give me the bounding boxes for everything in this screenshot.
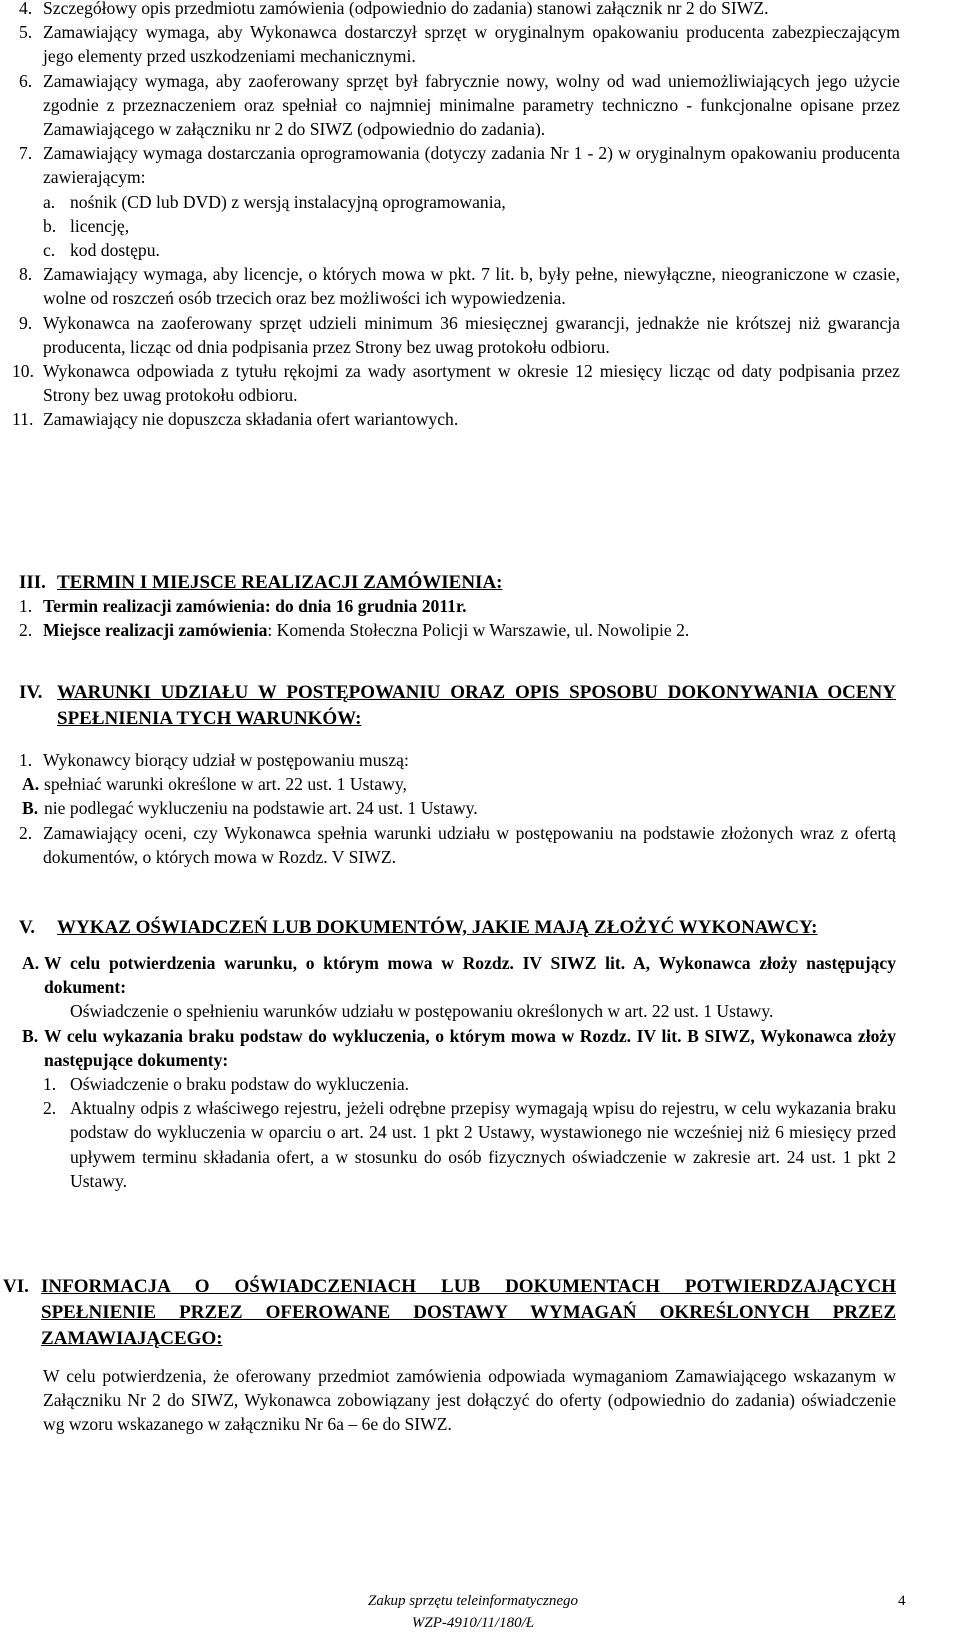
section-heading xyxy=(19,680,896,732)
section-number: III. xyxy=(19,572,46,593)
list-item-7 xyxy=(0,141,900,189)
item-letter: B. xyxy=(22,798,39,819)
sub-letter: b. xyxy=(43,215,57,236)
sub-letter: a. xyxy=(43,191,56,212)
item-text: Wykonawcy biorący udział w postępowaniu muszą: xyxy=(43,750,409,770)
list-item-9 xyxy=(0,311,900,359)
sec5-item-b-heading xyxy=(0,1024,896,1072)
item-number: 9. xyxy=(19,312,33,333)
list-item-8 xyxy=(0,262,900,310)
item-text: Aktualny odpis z właściwego rejestru, jeżeli odrębne przepisy wymagają wpisu do rejestru, w celu wykazania braku podstaw do wykluczenia w oparciu o art. 24 ust. 1 pkt 2 Ustawy, wystawionego nie wcześniej niż 6 miesięcy przed upływem terminu składania ofert, a w stosunku do osób fizycznych oświadczenie w zakresie art. 24 ust. 1 pkt 2 Ustawy. xyxy=(70,1098,896,1191)
item-text: Zamawiający wymaga, aby licencje, o których mowa w pkt. 7 lit. b, były pełne, niewyłączne, nieograniczone w czasie, wolne od roszczeń osób trzecich oraz bez możliwości ich wypowiedzenia. xyxy=(43,264,900,309)
sub-item-c xyxy=(0,238,900,262)
item-text: Zamawiający wymaga, aby Wykonawca dostarczył sprzęt w oryginalnym opakowaniu producenta zabezpieczającym jego elementy przed uszkodzeniami mechanicznymi. xyxy=(43,22,900,67)
item-text: Wykonawca na zaoferowany sprzęt udzieli minimum 36 miesięcznej gwarancji, jednakże nie krótszej niż gwarancja producenta, licząc od dnia podpisania przez Strony bez uwag protokołu odbioru. xyxy=(43,312,900,357)
item-text: Oświadczenie o braku podstaw do wykluczenia. xyxy=(70,1074,410,1095)
sec4-item-a xyxy=(0,772,920,796)
item-letter: A. xyxy=(22,953,40,973)
list-item-5 xyxy=(0,20,900,68)
item-text: Wykonawca odpowiada z tytułu rękojmi za wady asortyment w okresie 12 miesięcy licząc od daty podpisania przez Strony bez uwag protokołu odbioru. xyxy=(43,361,900,406)
paragraph-text: W celu potwierdzenia, że oferowany przedmiot zamówienia odpowiada wymaganiom Zamawiającego wskazanym w Załączniku Nr 2 do SIWZ, Wykonawca zobowiązany jest dołączyć do oferty (odpowiednio do zadania) oświadczenie wg wzoru wskazanego w załączniku Nr 6a – 6e do SIWZ. xyxy=(43,1366,896,1435)
item-text: W celu wykazania braku podstaw do wykluczenia, o którym mowa w Rozdz. IV lit. B SIWZ, Wykonawca złoży następujące dokumenty: xyxy=(44,1025,896,1070)
sub-text: kod dostępu. xyxy=(70,240,160,261)
item-text: Zamawiający oceni, czy Wykonawca spełnia warunki udziału w postępowaniu na podstawie złożonych wraz z ofertą dokumentów, o których mowa w Rozdz. V SIWZ. xyxy=(43,822,896,867)
item-text: spełniać warunki określone w art. 22 ust. 1 Ustawy, xyxy=(44,774,407,795)
item-number: 6. xyxy=(19,70,33,91)
section-title: WARUNKI UDZIAŁU W POSTĘPOWANIU ORAZ OPIS SPOSOBU DOKONYWANIA OCENY SPEŁNIENIA TYCH WARUNKÓW: xyxy=(57,682,896,729)
sec5-item-b2 xyxy=(0,1096,896,1193)
section-title: WYKAZ OŚWIADCZEŃ LUB DOKUMENTÓW, JAKIE MAJĄ ZŁOŻYĆ WYKONAWCY: xyxy=(57,917,818,938)
item-number: 2. xyxy=(19,822,33,843)
list-top xyxy=(0,0,900,432)
item-number: 1. xyxy=(19,596,33,616)
item-text: Zamawiający wymaga, aby zaoferowany sprzęt był fabrycznie nowy, wolny od wad uniemożliwiających jego użycie zgodnie z przeznaczeniem oraz spełniał co najmniej minimalne parametry techniczno - funkcjonalne opisane przez Zamawiającego w załączniku nr 2 do SIWZ (odpowiednio do zadania). xyxy=(43,70,900,140)
item-text: : Komenda Stołeczna Policji w Warszawie, ul. Nowolipie 2. xyxy=(267,620,690,641)
section-number: VI. xyxy=(3,1276,29,1297)
item-number: 8. xyxy=(19,264,33,285)
sec4-item-1 xyxy=(0,748,920,772)
section-vi xyxy=(0,1274,920,1437)
item-number: 7. xyxy=(19,143,33,164)
section-iii xyxy=(0,570,900,642)
section-v xyxy=(0,915,920,1193)
list-item-11 xyxy=(0,407,900,431)
item-label: Miejsce realizacji zamówienia xyxy=(43,620,268,641)
section-number: IV. xyxy=(19,682,43,703)
list-item-6 xyxy=(0,69,900,142)
sec6-paragraph xyxy=(0,1364,896,1437)
section-heading xyxy=(3,1274,896,1352)
sub-text: licencję, xyxy=(70,215,130,236)
item-number: 2. xyxy=(43,1098,57,1119)
item-number: 5. xyxy=(19,22,33,43)
section-title: TERMIN I MIEJSCE REALIZACJI ZAMÓWIENIA: xyxy=(57,572,503,593)
sec5-item-a-text xyxy=(0,999,896,1023)
sec3-item-1 xyxy=(0,594,900,618)
item-text: Termin realizacji zamówienia: do dnia 16 grudnia 2011r. xyxy=(43,596,467,616)
sub-letter: c. xyxy=(43,240,56,261)
footer-title: Zakup sprzętu teleinformatycznego xyxy=(368,1593,578,1609)
section-number: V. xyxy=(19,917,36,938)
item-number: 11. xyxy=(12,409,34,430)
item-number: 1. xyxy=(19,750,33,770)
item-text: Szczegółowy opis przedmiotu zamówienia (odpowiednio do zadania) stanowi załącznik nr 2 do SIWZ. xyxy=(43,0,769,18)
section-heading xyxy=(19,570,900,596)
item-number: 4. xyxy=(19,0,33,18)
section-title: INFORMACJA O OŚWIADCZENIACH LUB DOKUMENTACH POTWIERDZAJĄCYCH SPEŁNIENIE PRZEZ OFEROWANE DOSTAWY WYMAGAŃ OKREŚLONYCH PRZEZ ZAMAWIAJĄCEGO: xyxy=(41,1276,896,1349)
item-text: Zamawiający wymaga dostarczania oprogramowania (dotyczy zadania Nr 1 - 2) w oryginalnym opakowaniu producenta zawierającym: xyxy=(43,143,900,188)
item-number: 10. xyxy=(12,361,34,382)
section-iv xyxy=(0,680,920,869)
sub-text: nośnik (CD lub DVD) z wersją instalacyjną oprogramowania, xyxy=(70,191,506,212)
page-number: 4 xyxy=(898,1593,906,1609)
item-letter: A. xyxy=(22,774,40,795)
footer-reference: WZP-4910/11/180/Ł xyxy=(411,1615,535,1631)
section-heading xyxy=(19,915,896,941)
item-letter: B. xyxy=(22,1025,39,1046)
list-item-10 xyxy=(0,359,900,407)
sec5-item-a-heading xyxy=(0,951,896,999)
sec5-item-b1 xyxy=(0,1072,896,1096)
sec4-item-b xyxy=(0,796,920,820)
sec4-item-2 xyxy=(0,821,896,869)
item-number: 1. xyxy=(43,1074,57,1095)
item-text: nie podlegać wykluczeniu na podstawie art. 24 ust. 1 Ustawy. xyxy=(44,798,478,819)
sub-item-a xyxy=(0,190,900,214)
sub-item-b xyxy=(0,214,900,238)
list-item-4 xyxy=(0,0,900,20)
item-text: Zamawiający nie dopuszcza składania ofert wariantowych. xyxy=(43,409,459,430)
item-text: Oświadczenie o spełnieniu warunków udziału w postępowaniu określonych w art. 22 ust. 1 Ustawy. xyxy=(70,1001,774,1022)
sec3-item-2 xyxy=(0,618,900,642)
item-number: 2. xyxy=(19,620,33,641)
item-text: W celu potwierdzenia warunku, o którym mowa w Rozdz. IV SIWZ lit. A, Wykonawca złoży następujący dokument: xyxy=(44,953,896,998)
